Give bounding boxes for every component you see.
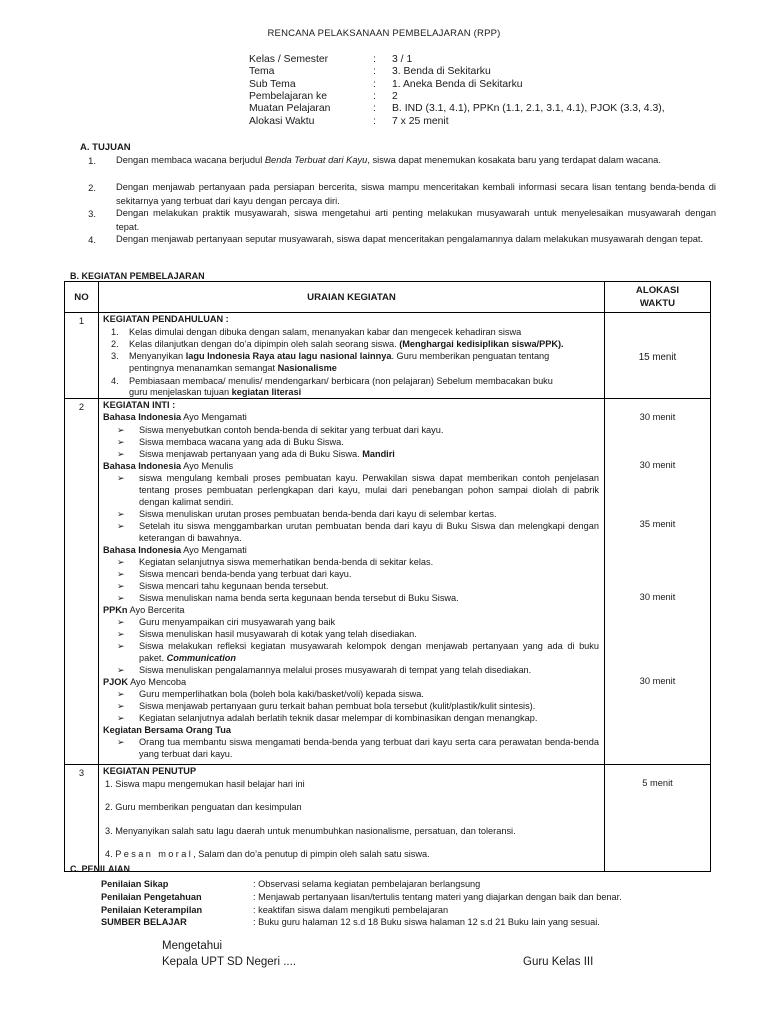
header-no: NO xyxy=(65,282,99,313)
kegiatan-table xyxy=(64,281,711,872)
list-item: 1. Siswa mapu mengemukan hasil belajar hari ini xyxy=(105,779,305,789)
arrow-bullet-icon: ➢ xyxy=(117,521,125,531)
penilaian-value: : Buku guru halaman 12 s.d 18 Buku siswa halaman 12 s.d 21 Buku lain yang sesuai. xyxy=(253,917,600,927)
arrow-bullet-icon: ➢ xyxy=(117,617,125,627)
list-item: Kelas dimulai dengan dibuka dengan salam, menanyakan kabar dan mengecek kehadiran siswa xyxy=(129,327,522,337)
list-item: Siswa menyebutkan contoh benda-benda di sekitar yang terbuat dari kayu. xyxy=(139,425,444,435)
header-alokasi: ALOKASI WAKTU xyxy=(605,282,711,313)
info-label: Pembelajaran ke xyxy=(249,91,327,102)
subsection-title: PJOK Ayo Mencoba xyxy=(103,677,187,687)
row-number: 3 xyxy=(65,765,99,872)
list-item: Pembiasaan membaca/ menulis/ mendengarkan/ berbicara (non pelajaran) Sebelum membacakan buku xyxy=(129,376,553,386)
penilaian-value: : keaktifan siswa dalam mengikuti pembelajaran xyxy=(253,905,449,915)
list-item: Guru memperlihatkan bola (boleh bola kaki/basket/voli) kepada siswa. xyxy=(139,689,424,699)
row-title: KEGIATAN INTI : xyxy=(103,400,176,410)
list-item: Siswa membaca wacana yang ada di Buku Siswa. xyxy=(139,437,344,447)
row-number: 1 xyxy=(65,313,99,399)
info-colon: : xyxy=(373,54,376,65)
section-heading-tujuan: A. TUJUAN xyxy=(80,142,131,153)
arrow-bullet-icon: ➢ xyxy=(117,665,125,675)
list-item: Guru menyampaikan ciri musyawarah yang baik xyxy=(139,617,336,627)
row-uraian xyxy=(99,765,605,872)
arrow-bullet-icon: ➢ xyxy=(117,473,125,483)
arrow-bullet-icon: ➢ xyxy=(117,593,125,603)
signature-kepala: Kepala UPT SD Negeri .... xyxy=(162,956,297,968)
list-item: Kegiatan selanjutnya adalah berlatih teknik dasar melempar di kombinasikan dengan menangkap. xyxy=(139,713,538,723)
table-row xyxy=(65,313,711,399)
list-item-continued: guru menjelaskan tujuan kegiatan literasi xyxy=(129,387,302,397)
list-item: 3. Menyanyikan salah satu lagu daerah untuk menumbuhkan nasionalisme, persatuan, dan toleransi. xyxy=(105,826,516,836)
subsection-title: Kegiatan Bersama Orang Tua xyxy=(103,725,231,735)
list-number: 1. xyxy=(88,155,96,166)
subsection-title: PPKn Ayo Bercerita xyxy=(103,605,185,615)
time-allocation: 5 menit xyxy=(642,778,673,788)
list-number: 3. xyxy=(111,351,119,361)
info-value: 7 x 25 menit xyxy=(392,116,449,127)
list-item: Siswa melakukan refleksi kegiatan musyawarah kelompok dengan menjawab pertanyaan yang ada di buku paket. Communication xyxy=(139,641,599,664)
arrow-bullet-icon: ➢ xyxy=(117,449,125,459)
list-item: siswa mengulang kembali proses pembuatan kayu. Perwakilan siswa dapat memberikan contoh penjelasan tentang proses pembuatan perlengkapan dari kayu, mulai dari penebangan pohon sampai diolah di pabrik dengan kalimat sendiri. xyxy=(139,473,599,508)
penilaian-label: SUMBER BELAJAR xyxy=(101,917,187,927)
arrow-bullet-icon: ➢ xyxy=(117,437,125,447)
arrow-bullet-icon: ➢ xyxy=(117,641,125,651)
row-title: KEGIATAN PENDAHULUAN : xyxy=(103,314,229,324)
list-item: Siswa mencari tahu kegunaan benda tersebut. xyxy=(139,581,329,591)
list-item-continued: pentingnya menanamkan semangat Nasionalisme xyxy=(129,363,337,373)
list-number: 2. xyxy=(88,182,96,193)
list-item: Orang tua membantu siswa mengamati benda-benda yang terbuat dari kayu serta cara perawatan benda-benda yang terbuat dari kayu. xyxy=(139,737,599,760)
penilaian-value: : Menjawab pertanyaan lisan/tertulis tentang materi yang diajarkan dengan baik dan benar. xyxy=(253,892,622,902)
list-number: 3. xyxy=(88,208,96,219)
arrow-bullet-icon: ➢ xyxy=(117,569,125,579)
info-value: 3. Benda di Sekitarku xyxy=(392,66,491,77)
tujuan-item: Dengan menjawab pertanyaan seputar musyawarah, siswa dapat menceritakan pengalamannya dalam melakukan musyawarah dengan tepat. xyxy=(116,234,704,244)
document-title: RENCANA PELAKSANAAN PEMBELAJARAN (RPP) xyxy=(267,28,501,39)
list-number: 4. xyxy=(111,376,119,386)
time-allocation: 30 menit xyxy=(639,592,676,602)
time-allocation: 35 menit xyxy=(639,519,676,529)
table-header-row xyxy=(65,282,711,313)
penilaian-label: Penilaian Pengetahuan xyxy=(101,892,202,902)
row-uraian xyxy=(99,399,605,765)
row-alokasi xyxy=(605,399,711,765)
list-item: Menyanyikan lagu Indonesia Raya atau lagu nasional lainnya. Guru memberikan penguatan tentang xyxy=(129,351,550,361)
info-colon: : xyxy=(373,91,376,102)
section-heading-kegiatan: B. KEGIATAN PEMBELAJARAN xyxy=(70,271,205,281)
list-item: Siswa menuliskan urutan proses pembuatan benda-benda dari kayu di selembar kertas. xyxy=(139,509,497,519)
row-alokasi xyxy=(605,313,711,399)
table-row xyxy=(65,765,711,872)
info-label: Muatan Pelajaran xyxy=(249,103,331,114)
info-value: 3 / 1 xyxy=(392,54,413,65)
info-label: Sub Tema xyxy=(249,79,296,90)
table-row xyxy=(65,399,711,765)
penilaian-value: : Observasi selama kegiatan pembelajaran berlangsung xyxy=(253,879,481,889)
arrow-bullet-icon: ➢ xyxy=(117,689,125,699)
list-number: 1. xyxy=(111,327,119,337)
info-value: 2 xyxy=(392,91,398,102)
arrow-bullet-icon: ➢ xyxy=(117,713,125,723)
arrow-bullet-icon: ➢ xyxy=(117,701,125,711)
list-item: Siswa menuliskan nama benda serta kegunaan benda tersebut di Buku Siswa. xyxy=(139,593,459,603)
list-item: Siswa menuliskan hasil musyawarah di kotak yang telah disediakan. xyxy=(139,629,417,639)
info-colon: : xyxy=(373,116,376,127)
arrow-bullet-icon: ➢ xyxy=(117,425,125,435)
row-title: KEGIATAN PENUTUP xyxy=(103,766,197,776)
penilaian-label: Penilaian Sikap xyxy=(101,879,169,889)
list-number: 4. xyxy=(88,234,96,245)
signature-guru: Guru Kelas III xyxy=(523,956,594,968)
info-colon: : xyxy=(373,66,376,77)
row-alokasi xyxy=(605,765,711,872)
info-value: B. IND (3.1, 4.1), PPKn (1.1, 2.1, 3.1, 4.1), PJOK (3.3, 4.3), xyxy=(392,103,665,114)
info-label: Kelas / Semester xyxy=(249,54,329,65)
row-number: 2 xyxy=(65,399,99,765)
penilaian-label: Penilaian Keterampilan xyxy=(101,905,203,915)
time-allocation: 30 menit xyxy=(639,676,676,686)
subsection-title: Bahasa Indonesia Ayo Mengamati xyxy=(103,545,247,555)
info-label: Tema xyxy=(249,66,275,77)
list-item: Siswa menjawab pertanyaan guru terkait bahan pembuat bola tersebut (kulit/plastik/kulit sintesis). xyxy=(139,701,536,711)
list-item: 2. Guru memberikan penguatan dan kesimpulan xyxy=(105,802,302,812)
tujuan-item: Dengan menjawab pertanyaan pada persiapan bercerita, siswa mampu menceritakan kembali informasi secara lisan tentang benda-benda di sekitarnya yang terbuat dari kayu dengan percaya diri. xyxy=(116,182,716,206)
time-allocation: 30 menit xyxy=(639,460,676,470)
arrow-bullet-icon: ➢ xyxy=(117,509,125,519)
header-uraian: URAIAN KEGIATAN xyxy=(99,282,605,313)
row-uraian xyxy=(99,313,605,399)
time-allocation: 15 menit xyxy=(638,352,677,363)
section-heading-penilaian: C. PENILAIAN xyxy=(70,864,131,874)
signature-mengetahui: Mengetahui xyxy=(162,940,223,952)
arrow-bullet-icon: ➢ xyxy=(117,557,125,567)
info-label: Alokasi Waktu xyxy=(249,116,315,127)
info-colon: : xyxy=(373,79,376,90)
subsection-title: Bahasa Indonesia Ayo Mengamati xyxy=(103,412,247,422)
list-item: Siswa menjawab pertanyaan yang ada di Buku Siswa. Mandiri xyxy=(139,449,395,459)
arrow-bullet-icon: ➢ xyxy=(117,737,125,747)
tujuan-item: Dengan membaca wacana berjudul Benda Terbuat dari Kayu, siswa dapat menemukan kosakata baru yang terdapat dalam wacana. xyxy=(116,155,661,165)
arrow-bullet-icon: ➢ xyxy=(117,629,125,639)
list-item: Kegiatan selanjutnya siswa memerhatikan benda-benda di sekitar kelas. xyxy=(139,557,434,567)
list-item: Siswa mencari benda-benda yang terbuat dari kayu. xyxy=(139,569,352,579)
list-item: Siswa menuliskan pengalamannya melalui proses musyawarah di tempat yang telah disediakan. xyxy=(139,665,532,675)
arrow-bullet-icon: ➢ xyxy=(117,581,125,591)
list-item: Kelas dilanjutkan dengan do’a dipimpin oleh salah seorang siswa. (Menghargai kedisiplikan siswa/PPK). xyxy=(129,339,564,349)
tujuan-item: Dengan melakukan praktik musyawarah, siswa mengetahui arti penting melakukan musyawarah untuk menyelesaikan musyawarah dengan tepat. xyxy=(116,208,716,232)
subsection-title: Bahasa Indonesia Ayo Menulis xyxy=(103,461,234,471)
time-allocation: 30 menit xyxy=(639,412,676,422)
list-item: 4. Pesan moral, Salam dan do’a penutup di pimpin oleh salah satu siswa. xyxy=(105,849,430,859)
info-colon: : xyxy=(373,103,376,114)
list-number: 2. xyxy=(111,339,119,349)
info-value: 1. Aneka Benda di Sekitarku xyxy=(392,79,523,90)
list-item: Setelah itu siswa menggambarkan urutan pembuatan benda dari kayu di Buku Siswa dan melengkapi dengan keterangan di bawahnya. xyxy=(139,521,599,544)
